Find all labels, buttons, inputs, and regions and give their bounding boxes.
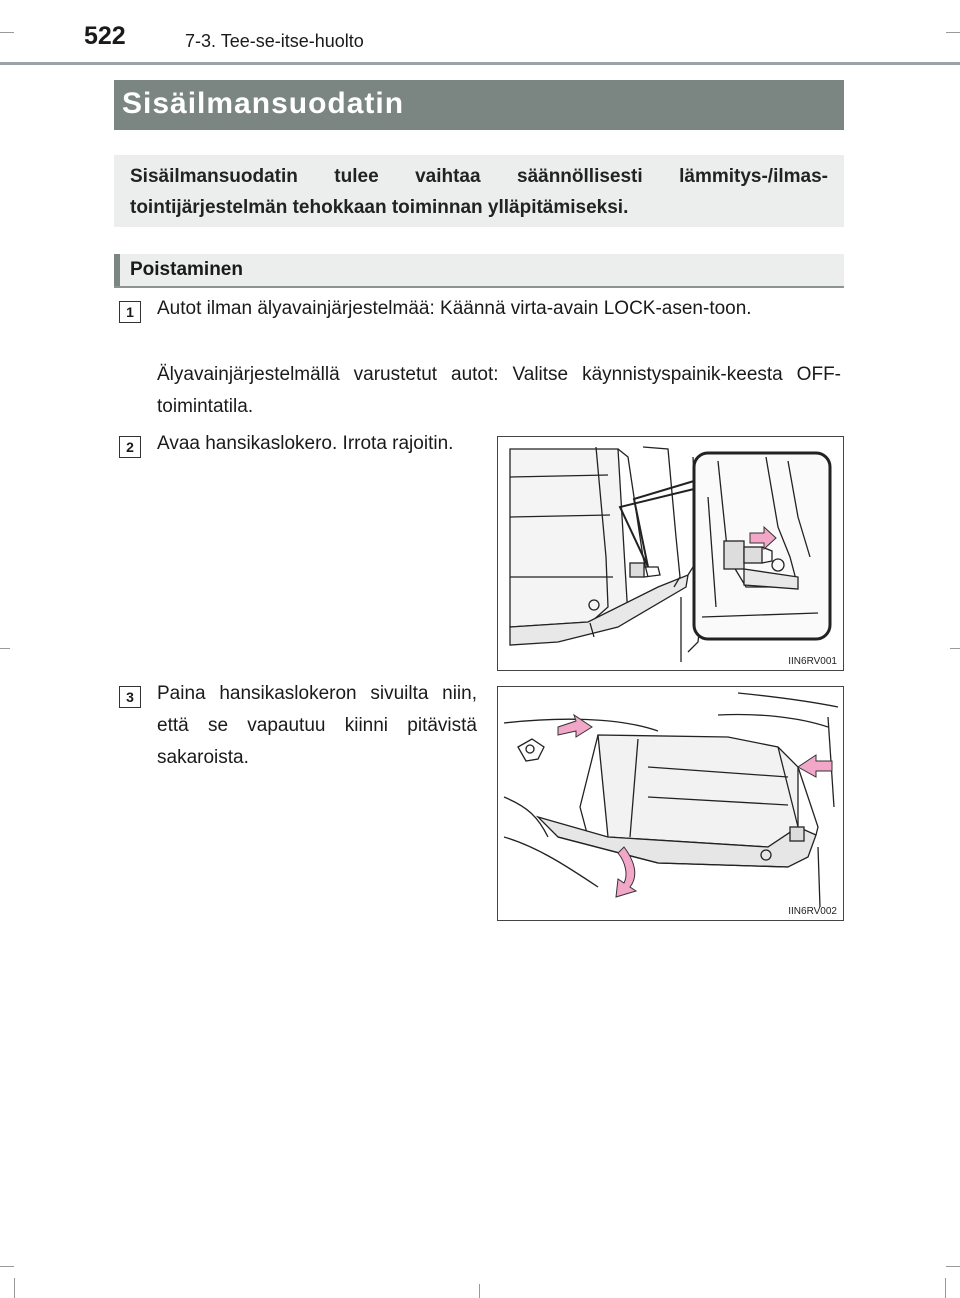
- step-3-text: Paina hansikaslokeron sivuilta niin, että se vapautuu kiinni pitävistä sakaroista.: [157, 683, 477, 768]
- glove-box-stopper-illustration: [498, 437, 843, 670]
- crop-mark: [946, 1266, 960, 1267]
- crop-mark: [0, 32, 14, 33]
- figure-code: IIN6RV002: [788, 906, 837, 917]
- crop-mark: [14, 1278, 15, 1298]
- crop-mark: [946, 32, 960, 33]
- step-number-2: 2: [119, 436, 141, 458]
- step-number-3: 3: [119, 686, 141, 708]
- page-title: Sisäilmansuodatin: [114, 80, 844, 130]
- subsection-header: Poistaminen: [114, 254, 844, 288]
- page-number: 522: [84, 22, 126, 50]
- crop-mark: [945, 1278, 946, 1298]
- figure-code: IIN6RV001: [788, 656, 837, 667]
- crop-mark: [950, 648, 960, 649]
- step-number-1: 1: [119, 301, 141, 323]
- crop-mark: [479, 1284, 480, 1298]
- intro-text: Sisäilmansuodatin tulee vaihtaa säännöllisesti lämmitys-/ilmas-tointijärjestelmän tehokkaan toiminnan ylläpitämiseksi.: [114, 155, 844, 227]
- figure-glove-box-stopper: [497, 436, 844, 671]
- crop-mark: [0, 648, 10, 649]
- section-path: 7-3. Tee-se-itse-huolto: [185, 31, 364, 51]
- figure-glove-box-release: [497, 686, 844, 921]
- header-rule: [0, 62, 960, 65]
- step-2-text: Avaa hansikaslokero. Irrota rajoitin.: [157, 433, 454, 454]
- crop-mark: [0, 1266, 14, 1267]
- glove-box-release-illustration: [498, 687, 843, 920]
- step-1-text: Autot ilman älyavainjärjestelmää: Käännä virta-avain LOCK-asen-toon.: [157, 298, 752, 319]
- step-1-text-2: Älyavainjärjestelmällä varustetut autot: Valitse käynnistyspainik-keesta OFF-toimintatila.: [157, 364, 841, 417]
